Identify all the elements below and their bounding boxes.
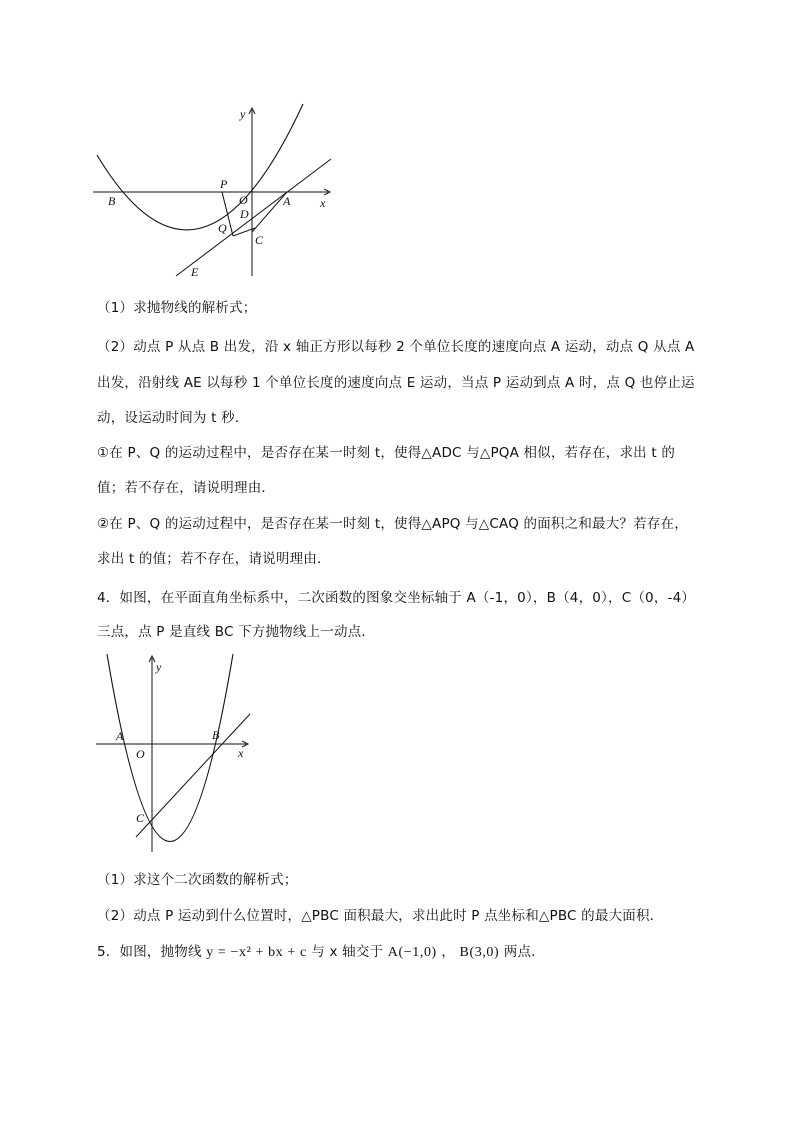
q5-point-A: A(−1,0) — [387, 945, 437, 960]
q4-part2: （2）动点 P 运动到什么位置时，△PBC 面积最大，求出此时 P 点坐标和△PBC 的最大面积． — [97, 908, 664, 924]
label-y: y — [240, 107, 246, 121]
parabola — [107, 654, 233, 842]
label-x: x — [320, 196, 326, 210]
q5-point-B: B(3,0) — [459, 945, 500, 960]
label-D: D — [240, 207, 249, 221]
q3-sub1-line1: ①在 P、Q 的运动过程中，是否存在某一时刻 t，使得△ADC 与△PQA 相似，若存在，求出 t 的 — [97, 445, 676, 461]
figure-1 — [90, 104, 340, 284]
q3-sub2-line2: 求出 t 的值；若不存在，请说明理由． — [97, 551, 331, 567]
label-y: y — [156, 660, 162, 674]
q5-prefix: 5．如图，抛物线 — [97, 944, 202, 960]
segment-AC — [252, 192, 287, 232]
q5-suffix: 两点． — [503, 944, 545, 960]
label-B: B — [212, 728, 220, 742]
label-C: C — [136, 811, 145, 825]
q4-stem-line2: 三点，点 P 是直线 BC 下方抛物线上一动点． — [97, 624, 376, 640]
label-B: B — [108, 194, 116, 208]
label-A: A — [283, 194, 291, 208]
label-x: x — [238, 746, 244, 760]
q3-part2-line1: （2）动点 P 从点 B 出发，沿 x 轴正方形以每秒 2 个单位长度的速度向点 A 运动，动点 Q 从点 A — [97, 339, 695, 355]
q5-middle: 与 x 轴交于 — [311, 944, 384, 960]
q5-stem — [97, 940, 545, 961]
line-AE — [176, 159, 331, 276]
parabola — [97, 104, 303, 230]
q3-sub1-line2: 值；若不存在，请说明理由． — [97, 480, 276, 496]
label-O: O — [136, 747, 145, 761]
label-C: C — [255, 233, 264, 247]
q3-part2-line3: 动，设运动时间为 t 秒． — [97, 410, 249, 426]
q3-sub2-line1: ②在 P、Q 的运动过程中，是否存在某一时刻 t，使得△APQ 与△CAQ 的面积之和最大？若存在， — [97, 516, 688, 532]
label-P: P — [220, 177, 228, 191]
figure-2 — [94, 654, 254, 854]
label-E: E — [191, 265, 199, 279]
q4-stem-line1: 4．如图，在平面直角坐标系中，二次函数的图象交坐标轴于 A（-1，0），B（4，0），C（0，-4） — [97, 590, 696, 606]
q3-part1: （1）求抛物线的解析式； — [97, 300, 257, 316]
figure-2-svg — [94, 654, 254, 854]
line-BC — [136, 714, 250, 837]
q3-part2-line2: 出发，沿射线 AE 以每秒 1 个单位长度的速度向点 E 运动，当点 P 运动到点 A 时，点 Q 也停止运 — [97, 375, 695, 391]
label-O: O — [239, 193, 248, 207]
label-Q: Q — [218, 221, 227, 235]
q4-part1: （1）求这个二次函数的解析式； — [97, 872, 298, 888]
q5-formula: y = −x² + bx + c — [206, 945, 307, 960]
figure-1-svg — [90, 104, 340, 284]
q5-sep: ， — [441, 944, 456, 960]
label-A: A — [116, 729, 124, 743]
